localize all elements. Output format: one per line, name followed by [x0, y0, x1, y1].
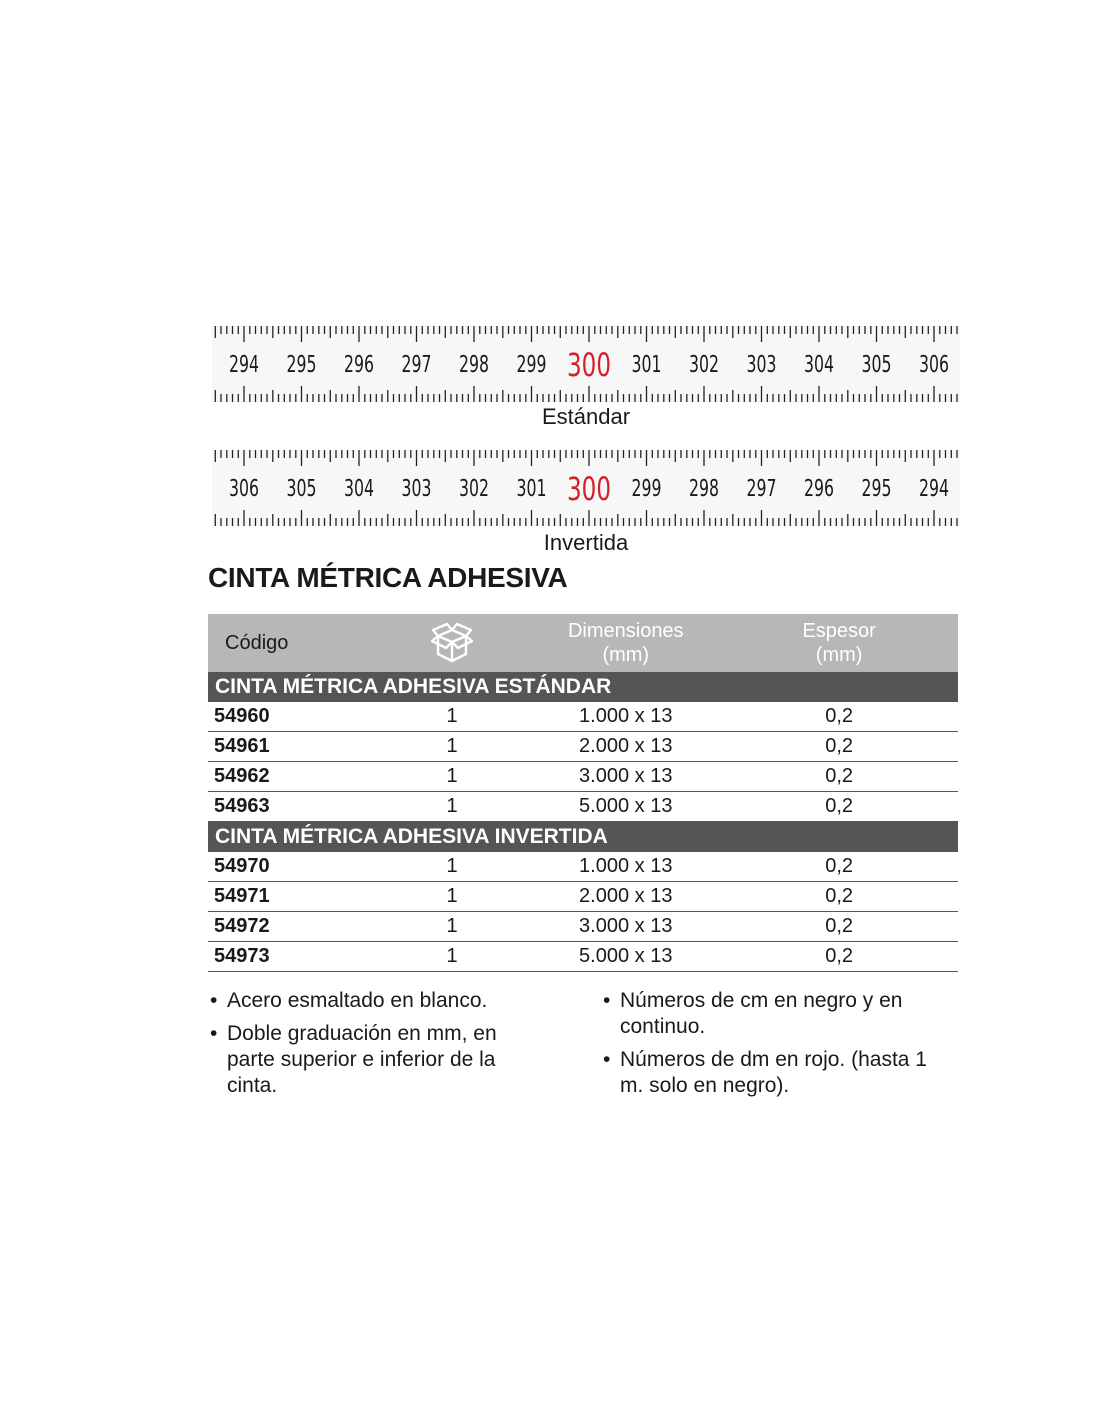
- cell-dimensions: 5.000 x 13: [531, 942, 720, 972]
- cell-dimensions: 2.000 x 13: [531, 882, 720, 912]
- table-header-row: [208, 614, 958, 672]
- cell-code: 54960: [208, 702, 373, 732]
- ruler-number: 296: [804, 476, 834, 502]
- table-row: [208, 792, 958, 822]
- cell-units: 1: [373, 912, 531, 942]
- ruler-number: 302: [459, 476, 489, 502]
- ruler-standard-caption: Estándar: [541, 404, 631, 429]
- cell-units: 1: [373, 852, 531, 882]
- cell-thickness: 0,2: [720, 942, 958, 972]
- cell-units: 1: [373, 792, 531, 822]
- ruler-inverted-graphic: [212, 450, 960, 526]
- header-units: [373, 614, 531, 672]
- cell-dimensions: 1.000 x 13: [531, 852, 720, 882]
- cell-thickness: 0,2: [720, 792, 958, 822]
- ruler-inverted-caption: Invertida: [543, 530, 629, 555]
- ruler-number: 297: [746, 476, 777, 502]
- feature-item: • Números de cm en negro y en continuo.: [603, 988, 953, 1040]
- cell-code: 54963: [208, 792, 373, 822]
- ruler-number: 298: [689, 476, 719, 502]
- table-row: [208, 942, 958, 972]
- cell-code: 54970: [208, 852, 373, 882]
- ruler-number: 303: [746, 352, 777, 378]
- header-code: Código: [208, 614, 373, 672]
- cell-dimensions: 3.000 x 13: [531, 912, 720, 942]
- cell-thickness: 0,2: [720, 732, 958, 762]
- ruler-standard-graphic: [212, 326, 960, 402]
- product-title: CINTA MÉTRICA ADHESIVA: [208, 562, 568, 593]
- ruler-number: 294: [229, 352, 259, 378]
- ruler-number: 295: [286, 352, 317, 378]
- header-thickness-unit: (mm): [815, 644, 863, 666]
- ruler-number: 299: [631, 476, 662, 502]
- table-row: [208, 762, 958, 792]
- ruler-number: 295: [861, 476, 892, 502]
- cell-units: 1: [373, 762, 531, 792]
- features-left: [210, 988, 540, 1106]
- cell-units: 1: [373, 702, 531, 732]
- table-row: [208, 912, 958, 942]
- table-group-row: [208, 822, 958, 853]
- feature-item: • Números de dm en rojo. (hasta 1 m. solo en negro).: [603, 1047, 953, 1099]
- box-icon: [428, 621, 476, 665]
- table-row: [208, 852, 958, 882]
- ruler-number: 306: [919, 352, 949, 378]
- cell-dimensions: 3.000 x 13: [531, 762, 720, 792]
- ruler-number: 300: [567, 470, 611, 508]
- ruler-number: 296: [344, 352, 374, 378]
- cell-thickness: 0,2: [720, 702, 958, 732]
- cell-thickness: 0,2: [720, 882, 958, 912]
- cell-dimensions: 1.000 x 13: [531, 702, 720, 732]
- table-row: [208, 732, 958, 762]
- cell-thickness: 0,2: [720, 852, 958, 882]
- ruler-number: 301: [631, 352, 662, 378]
- ruler-standard: [212, 326, 960, 402]
- ruler-number: 302: [689, 352, 719, 378]
- ruler-number: 304: [804, 352, 834, 378]
- ruler-number: 304: [344, 476, 374, 502]
- cell-units: 1: [373, 942, 531, 972]
- ruler-number: 299: [516, 352, 547, 378]
- header-thickness: [720, 614, 958, 672]
- cell-code: 54971: [208, 882, 373, 912]
- header-dimensions-unit: (mm): [602, 644, 650, 666]
- header-thickness-label: Espesor: [802, 620, 876, 642]
- ruler-inverted: [212, 450, 960, 526]
- ruler-number: 303: [401, 476, 432, 502]
- ruler-number: 298: [459, 352, 489, 378]
- product-table: [208, 614, 958, 972]
- cell-units: 1: [373, 882, 531, 912]
- cell-code: 54961: [208, 732, 373, 762]
- table-row: [208, 702, 958, 732]
- table-row: [208, 882, 958, 912]
- cell-code: 54962: [208, 762, 373, 792]
- ruler-number: 306: [229, 476, 259, 502]
- cell-code: 54972: [208, 912, 373, 942]
- cell-thickness: 0,2: [720, 912, 958, 942]
- ruler-number: 305: [861, 352, 892, 378]
- ruler-number: 294: [919, 476, 949, 502]
- table-group-label: CINTA MÉTRICA ADHESIVA INVERTIDA: [208, 822, 958, 853]
- header-dimensions: [531, 614, 720, 672]
- cell-thickness: 0,2: [720, 762, 958, 792]
- ruler-number: 300: [567, 346, 611, 384]
- cell-dimensions: 5.000 x 13: [531, 792, 720, 822]
- table-group-row: [208, 672, 958, 702]
- cell-units: 1: [373, 732, 531, 762]
- feature-item: • Doble graduación en mm, en parte superior e inferior de la cinta.: [210, 1021, 540, 1099]
- table-group-label: CINTA MÉTRICA ADHESIVA ESTÁNDAR: [208, 672, 958, 702]
- cell-code: 54973: [208, 942, 373, 972]
- ruler-number: 301: [516, 476, 547, 502]
- cell-dimensions: 2.000 x 13: [531, 732, 720, 762]
- header-dimensions-label: Dimensiones: [567, 620, 684, 642]
- ruler-number: 305: [286, 476, 317, 502]
- features-right: [603, 988, 953, 1106]
- ruler-number: 297: [401, 352, 432, 378]
- feature-item: • Acero esmaltado en blanco.: [210, 988, 540, 1014]
- table-body: [208, 672, 958, 972]
